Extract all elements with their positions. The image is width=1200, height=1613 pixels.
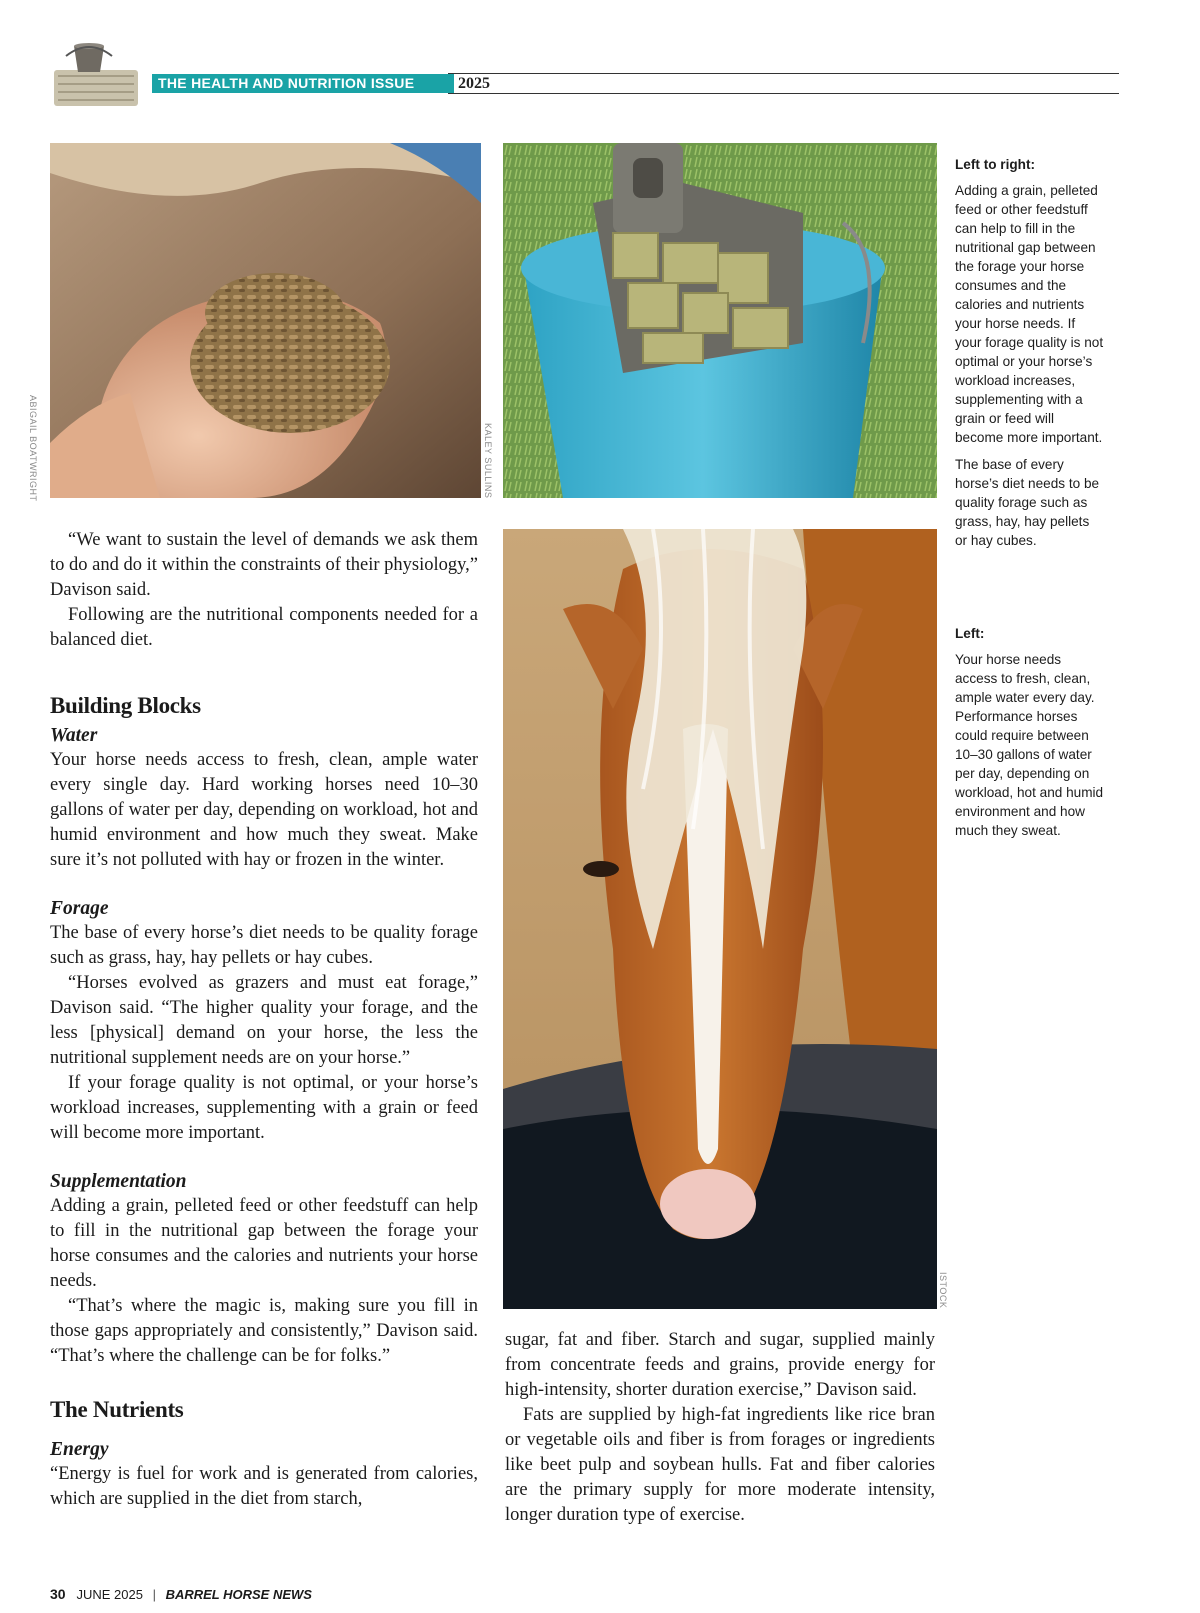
issue-year: 2025 xyxy=(458,75,490,92)
caption-left-to-right xyxy=(955,155,1105,550)
photo-credit-horse: ISTOCK xyxy=(938,1272,948,1309)
paragraph: Adding a grain, pelleted feed or other feedstuff can help to fill in the nutritional gap between the forage your horse consumes and the calories and nutrients your horse needs. xyxy=(50,1196,478,1291)
header-rule-bottom xyxy=(448,93,1119,94)
pellets-in-hand-photo xyxy=(50,143,481,498)
paragraph: “Horses evolved as grazers and must eat forage,” Davison said. “The higher quality your forage, and the less [physical] demand on your horse, the less the nutritional supplement needs are on your horse.” xyxy=(50,973,478,1068)
heading-the-nutrients: The Nutrients xyxy=(50,1397,184,1422)
paragraph: Your horse needs access to fresh, clean, ample water every single day. Hard working horses need 10–30 gallons of water per day, depending on workload, hot and humid environment and how much they sweat. Make sure it’s not polluted with hay or frozen in the winter. xyxy=(50,750,478,870)
caption-heading-left: Left: xyxy=(955,626,985,641)
heading-building-blocks: Building Blocks xyxy=(50,693,201,718)
article-column-left xyxy=(50,528,478,1512)
issue-date: JUNE 2025 xyxy=(76,1587,143,1602)
page-number: 30 xyxy=(50,1586,66,1602)
caption-left xyxy=(955,624,1105,840)
paragraph: “That’s where the magic is, making sure you fill in those gaps appropriately and consistently,” Davison said. “That’s where the challenge can be for folks.” xyxy=(50,1296,478,1366)
footer-separator: | xyxy=(152,1587,156,1602)
header-rule-top xyxy=(448,73,1119,74)
paragraph: “Energy is fuel for work and is generated from calories, which are supplied in the diet from starch, xyxy=(50,1464,478,1509)
caption-heading-left-to-right: Left to right: xyxy=(955,157,1036,172)
photo-credit-bucket: KALEY SULLINS xyxy=(483,423,493,499)
issue-label: THE HEALTH AND NUTRITION ISSUE xyxy=(152,74,454,93)
article-column-right xyxy=(505,1328,935,1528)
paragraph: The base of every horse’s diet needs to be quality forage such as grass, hay, hay pellets or hay cubes. xyxy=(50,923,478,968)
paragraph: Following are the nutritional components needed for a balanced diet. xyxy=(50,605,478,650)
subheading-forage: Forage xyxy=(50,898,109,919)
subheading-water: Water xyxy=(50,725,98,746)
horse-drinking-photo xyxy=(503,529,937,1309)
photo-credit-pellets: ABIGAIL BOATWRIGHT xyxy=(28,395,38,502)
hay-cubes-bucket-photo xyxy=(503,143,937,498)
paragraph: “We want to sustain the level of demands we ask them to do and do it within the constraints of their physiology,” Davison said. xyxy=(50,530,478,600)
subheading-supplementation: Supplementation xyxy=(50,1171,187,1192)
paragraph: Fats are supplied by high-fat ingredients like rice bran or vegetable oils and fiber is from forages or ingredients like beet pulp and soybean hulls. Fat and fiber calories are the primary supply for more moderate intensity, longer duration type of exercise. xyxy=(505,1405,935,1525)
caption-text-forage: The base of every horse’s diet needs to be quality forage such as grass, hay, hay pellets or hay cubes. xyxy=(955,457,1100,548)
subheading-energy: Energy xyxy=(50,1439,109,1460)
caption-text-supplement: Adding a grain, pelleted feed or other feedstuff can help to fill in the nutritional gap between the forage your horse consumes and the calories and nutrients your horse needs. If your forage quality is not optimal or your horse’s workload increases, supplementing with a grain or feed will become more important. xyxy=(955,183,1104,445)
paragraph: sugar, fat and fiber. Starch and sugar, supplied mainly from concentrate feeds and grains, provide energy for high-intensity, shorter duration exercise,” Davison said. xyxy=(505,1330,935,1400)
caption-text-water: Your horse needs access to fresh, clean, ample water every day. Performance horses could require between 10–30 gallons of water per day, depending on workload, hot and humid environment and how much they sweat. xyxy=(955,652,1104,838)
page-footer xyxy=(50,1586,312,1602)
magazine-name: BARREL HORSE NEWS xyxy=(165,1587,312,1602)
paragraph: If your forage quality is not optimal, or your horse’s workload increases, supplementing with a grain or feed will become more important. xyxy=(50,1073,478,1143)
hay-bale-bucket-icon xyxy=(52,42,144,108)
